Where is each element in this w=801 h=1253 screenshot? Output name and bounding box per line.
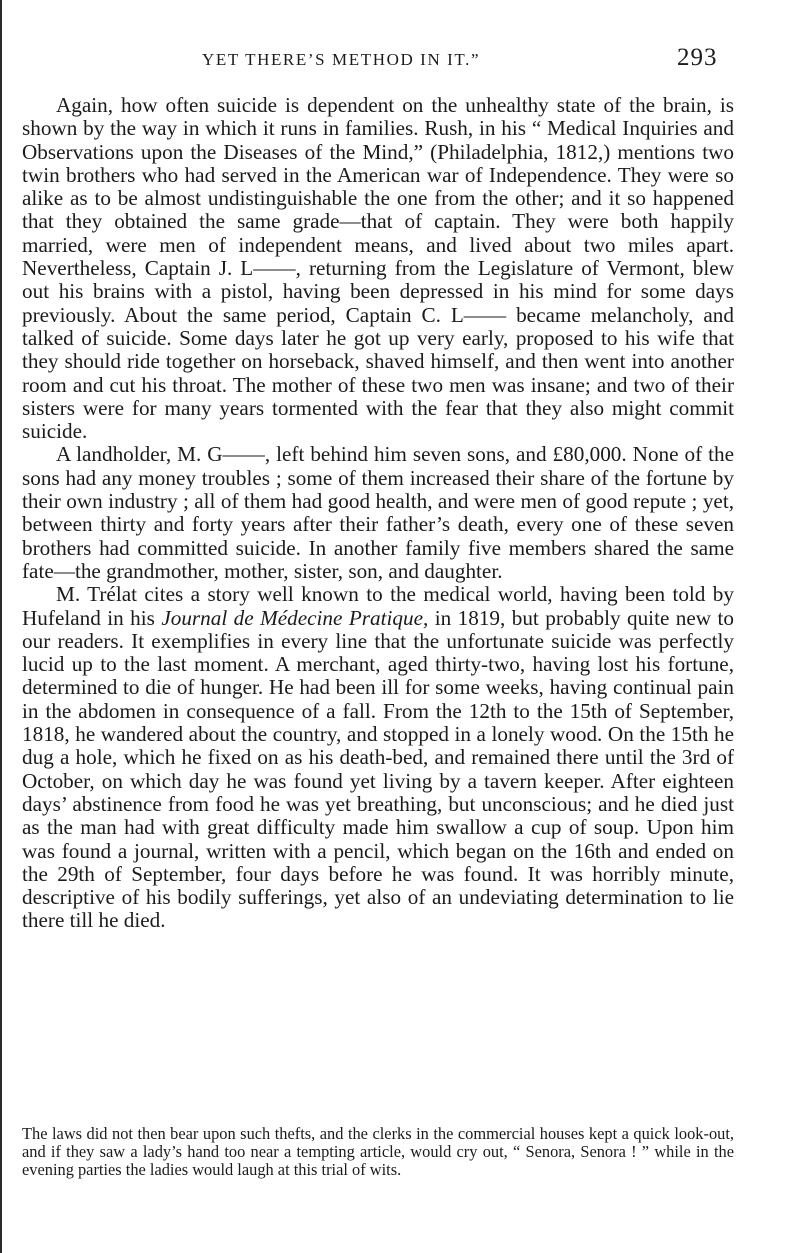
paragraph-merchant: [22, 583, 734, 932]
running-header: [2, 44, 801, 84]
journal-title: Journal de Médecine Pratique,: [161, 605, 429, 630]
paragraph-twin-brothers: Again, how often suicide is dependent on the unhealthy state of the brain, is shown by the way in which it runs in families. Rush, in his “ Medical Inquiries and Observations upon the Diseases of the Mind,” (Philadelphia, 1812,) mentions two twin brothers who had served in the American war of Independence. They were so alike as to be almost undistinguishable the one from the other; and it so happened that they obtained the same grade—that of captain. They were both happily married, were men of independent means, and lived about two miles apart. Nevertheless, Captain J. L——, returning from the Legislature of Vermont, blew out his brains with a pistol, having been depressed in his mind for some days previously. About the same period, Captain C. L—— became melancholy, and talked of suicide. Some days later he got up very early, proposed to his wife that they should ride together on horseback, shaved himself, and then went into another room and cut his throat. The mother of these two men was insane; and two of their sisters were for many years tormented with the fear that they also might commit suicide.: [22, 93, 734, 444]
paragraph-landholder: A landholder, M. G——, left behind him seven sons, and £80,000. None of the sons had any money troubles ; some of them increased their share of the fortune by their own industry ; all of them had good health, and were men of good repute ; yet, between thirty and forty years after their father’s death, every one of these seven brothers had committed suicide. In another family five members shared the same fate—the grandmother, mother, sister, son, and daughter.: [22, 442, 734, 583]
footnote: [22, 1125, 734, 1178]
footnote-text: The laws did not then bear upon such thefts, and the clerks in the commercial houses kept a quick look-out, and if they saw a lady’s hand too near a tempting article, would cry out, “ Senora, Senora ! ” while in the evening parties the ladies would laugh at this trial of wits.: [22, 1124, 734, 1179]
running-title: YET THERE’S METHOD IN IT.”: [202, 50, 481, 69]
paragraph-merchant-start: M. Trélat cites a story well known to the medical world, having been told by Hufeland in his: [22, 582, 734, 630]
body-text: [22, 94, 734, 933]
page-number: 293: [677, 44, 718, 71]
paragraph-merchant-end: in 1819, but probably quite new to our readers. It exemplifies in every line that the unfortunate suicide was perfectly lucid up to the last moment. A merchant, aged thirty-two, having lost his fortune, determined to die of hunger. He had been ill for some weeks, having continual pain in the abdomen in consequence of a fall. From the 12th to the 15th of September, 1818, he wandered about the country, and stopped in a lonely wood. On the 15th he dug a hole, which he fixed on as his death-bed, and remained there until the 3rd of October, on which day he was found yet living by a tavern keeper. After eighteen days’ abstinence from food he was yet breathing, but unconscious; and he died just as the man had with great difficulty made him swallow a cup of soup. Upon him was found a journal, written with a pencil, which began on the 16th and ended on the 29th of September, four days before he was found. It was horribly minute, descriptive of his bodily sufferings, yet also of an undeviating determination to lie there till he died.: [22, 605, 734, 933]
